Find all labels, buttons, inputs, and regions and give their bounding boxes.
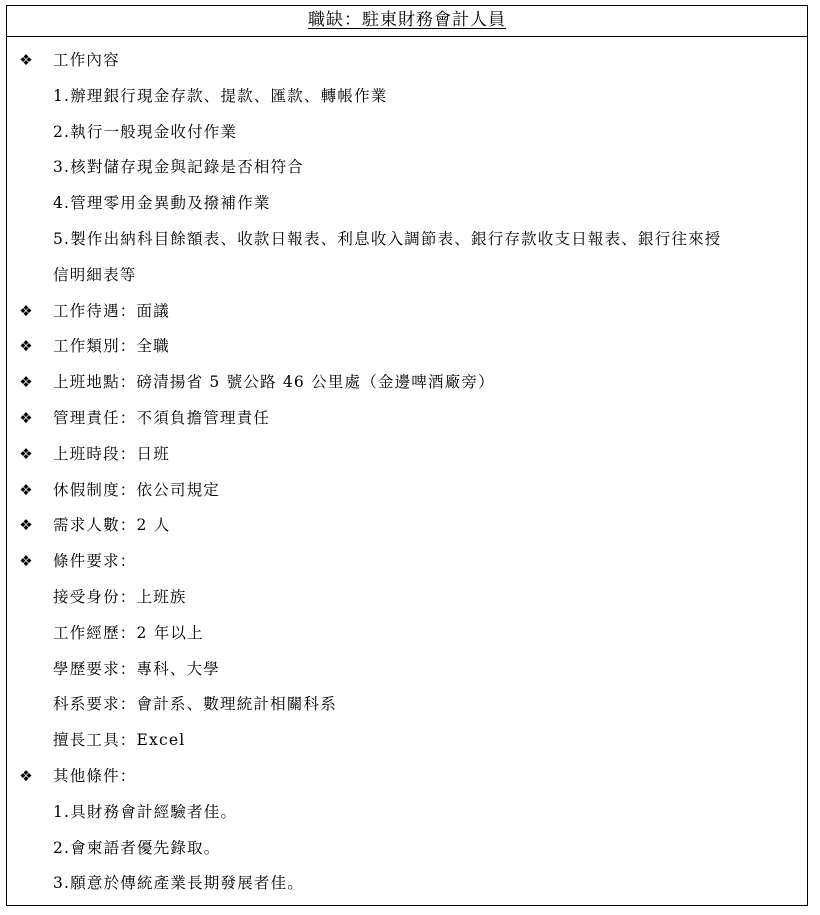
- detail-line: [7, 258, 807, 294]
- detail-line: [7, 329, 807, 365]
- diamond-bullet-icon: ❖: [19, 408, 33, 427]
- detail-text: 4.管理零用金異動及撥補作業: [53, 194, 271, 213]
- detail-text: 工作類別：全職: [53, 337, 170, 356]
- diamond-bullet-icon: ❖: [19, 337, 33, 356]
- detail-line: [7, 544, 807, 580]
- job-details: [7, 43, 807, 902]
- detail-text: 3.願意於傳統產業長期發展者佳。: [53, 874, 304, 893]
- detail-text: 2.執行一般現金收付作業: [53, 122, 238, 141]
- detail-text: 1.具財務會計經驗者佳。: [53, 802, 238, 821]
- detail-text: 需求人數：2 人: [53, 516, 171, 535]
- detail-text: 工作內容: [53, 51, 120, 69]
- detail-line: [7, 580, 807, 616]
- diamond-bullet-icon: ❖: [19, 301, 33, 320]
- diamond-bullet-icon: ❖: [19, 552, 33, 571]
- diamond-bullet-icon: ❖: [19, 444, 33, 463]
- diamond-bullet-icon: ❖: [19, 766, 33, 785]
- detail-line: [7, 759, 807, 795]
- detail-line: [7, 43, 807, 79]
- diamond-bullet-icon: ❖: [19, 51, 33, 69]
- detail-line: [7, 115, 807, 151]
- diamond-bullet-icon: ❖: [19, 480, 33, 499]
- detail-line: [7, 831, 807, 867]
- detail-line: [7, 723, 807, 759]
- detail-text: 管理責任：不須負擔管理責任: [53, 408, 271, 427]
- detail-text: 科系要求：會計系、數理統計相關科系: [53, 695, 337, 714]
- detail-line: [7, 401, 807, 437]
- diamond-bullet-icon: ❖: [19, 516, 33, 535]
- detail-text: 學歷要求：專科、大學: [53, 659, 221, 678]
- detail-text: 工作待遇：面議: [53, 301, 170, 320]
- detail-text: 其他條件：: [53, 766, 137, 785]
- detail-line: [7, 294, 807, 330]
- detail-line: [7, 473, 807, 509]
- detail-line: [7, 687, 807, 723]
- job-posting-frame: [6, 5, 808, 906]
- detail-text: 休假制度：依公司規定: [53, 480, 221, 499]
- detail-text: 5.製作出納科目餘額表、收款日報表、利息收入調節表、銀行存款收支日報表、銀行往來授: [53, 229, 722, 248]
- page-title: 職缺：駐東財務會計人員: [308, 10, 506, 30]
- detail-line: [7, 186, 807, 222]
- title-row: [7, 6, 807, 37]
- detail-line: [7, 616, 807, 652]
- detail-text: 3.核對儲存現金與記錄是否相符合: [53, 158, 304, 177]
- detail-line: [7, 365, 807, 401]
- detail-text: 工作經歷：2 年以上: [53, 623, 204, 642]
- detail-text: 擅長工具：Excel: [53, 731, 186, 750]
- detail-line: [7, 150, 807, 186]
- detail-line: [7, 866, 807, 902]
- detail-text: 條件要求：: [53, 552, 137, 571]
- detail-line: [7, 652, 807, 688]
- detail-text: 上班時段：日班: [53, 444, 170, 463]
- detail-text: 上班地點：磅清揚省 5 號公路 46 公里處（金邊啤酒廠旁）: [53, 373, 495, 392]
- detail-text: 接受身份：上班族: [53, 587, 187, 606]
- detail-line: [7, 437, 807, 473]
- detail-line: [7, 79, 807, 115]
- detail-line: [7, 222, 807, 258]
- detail-line: [7, 508, 807, 544]
- detail-line: [7, 795, 807, 831]
- diamond-bullet-icon: ❖: [19, 373, 33, 392]
- detail-text: 信明細表等: [53, 265, 137, 284]
- detail-text: 1.辦理銀行現金存款、提款、匯款、轉帳作業: [53, 86, 388, 105]
- detail-text: 2.會柬語者優先錄取。: [53, 838, 221, 857]
